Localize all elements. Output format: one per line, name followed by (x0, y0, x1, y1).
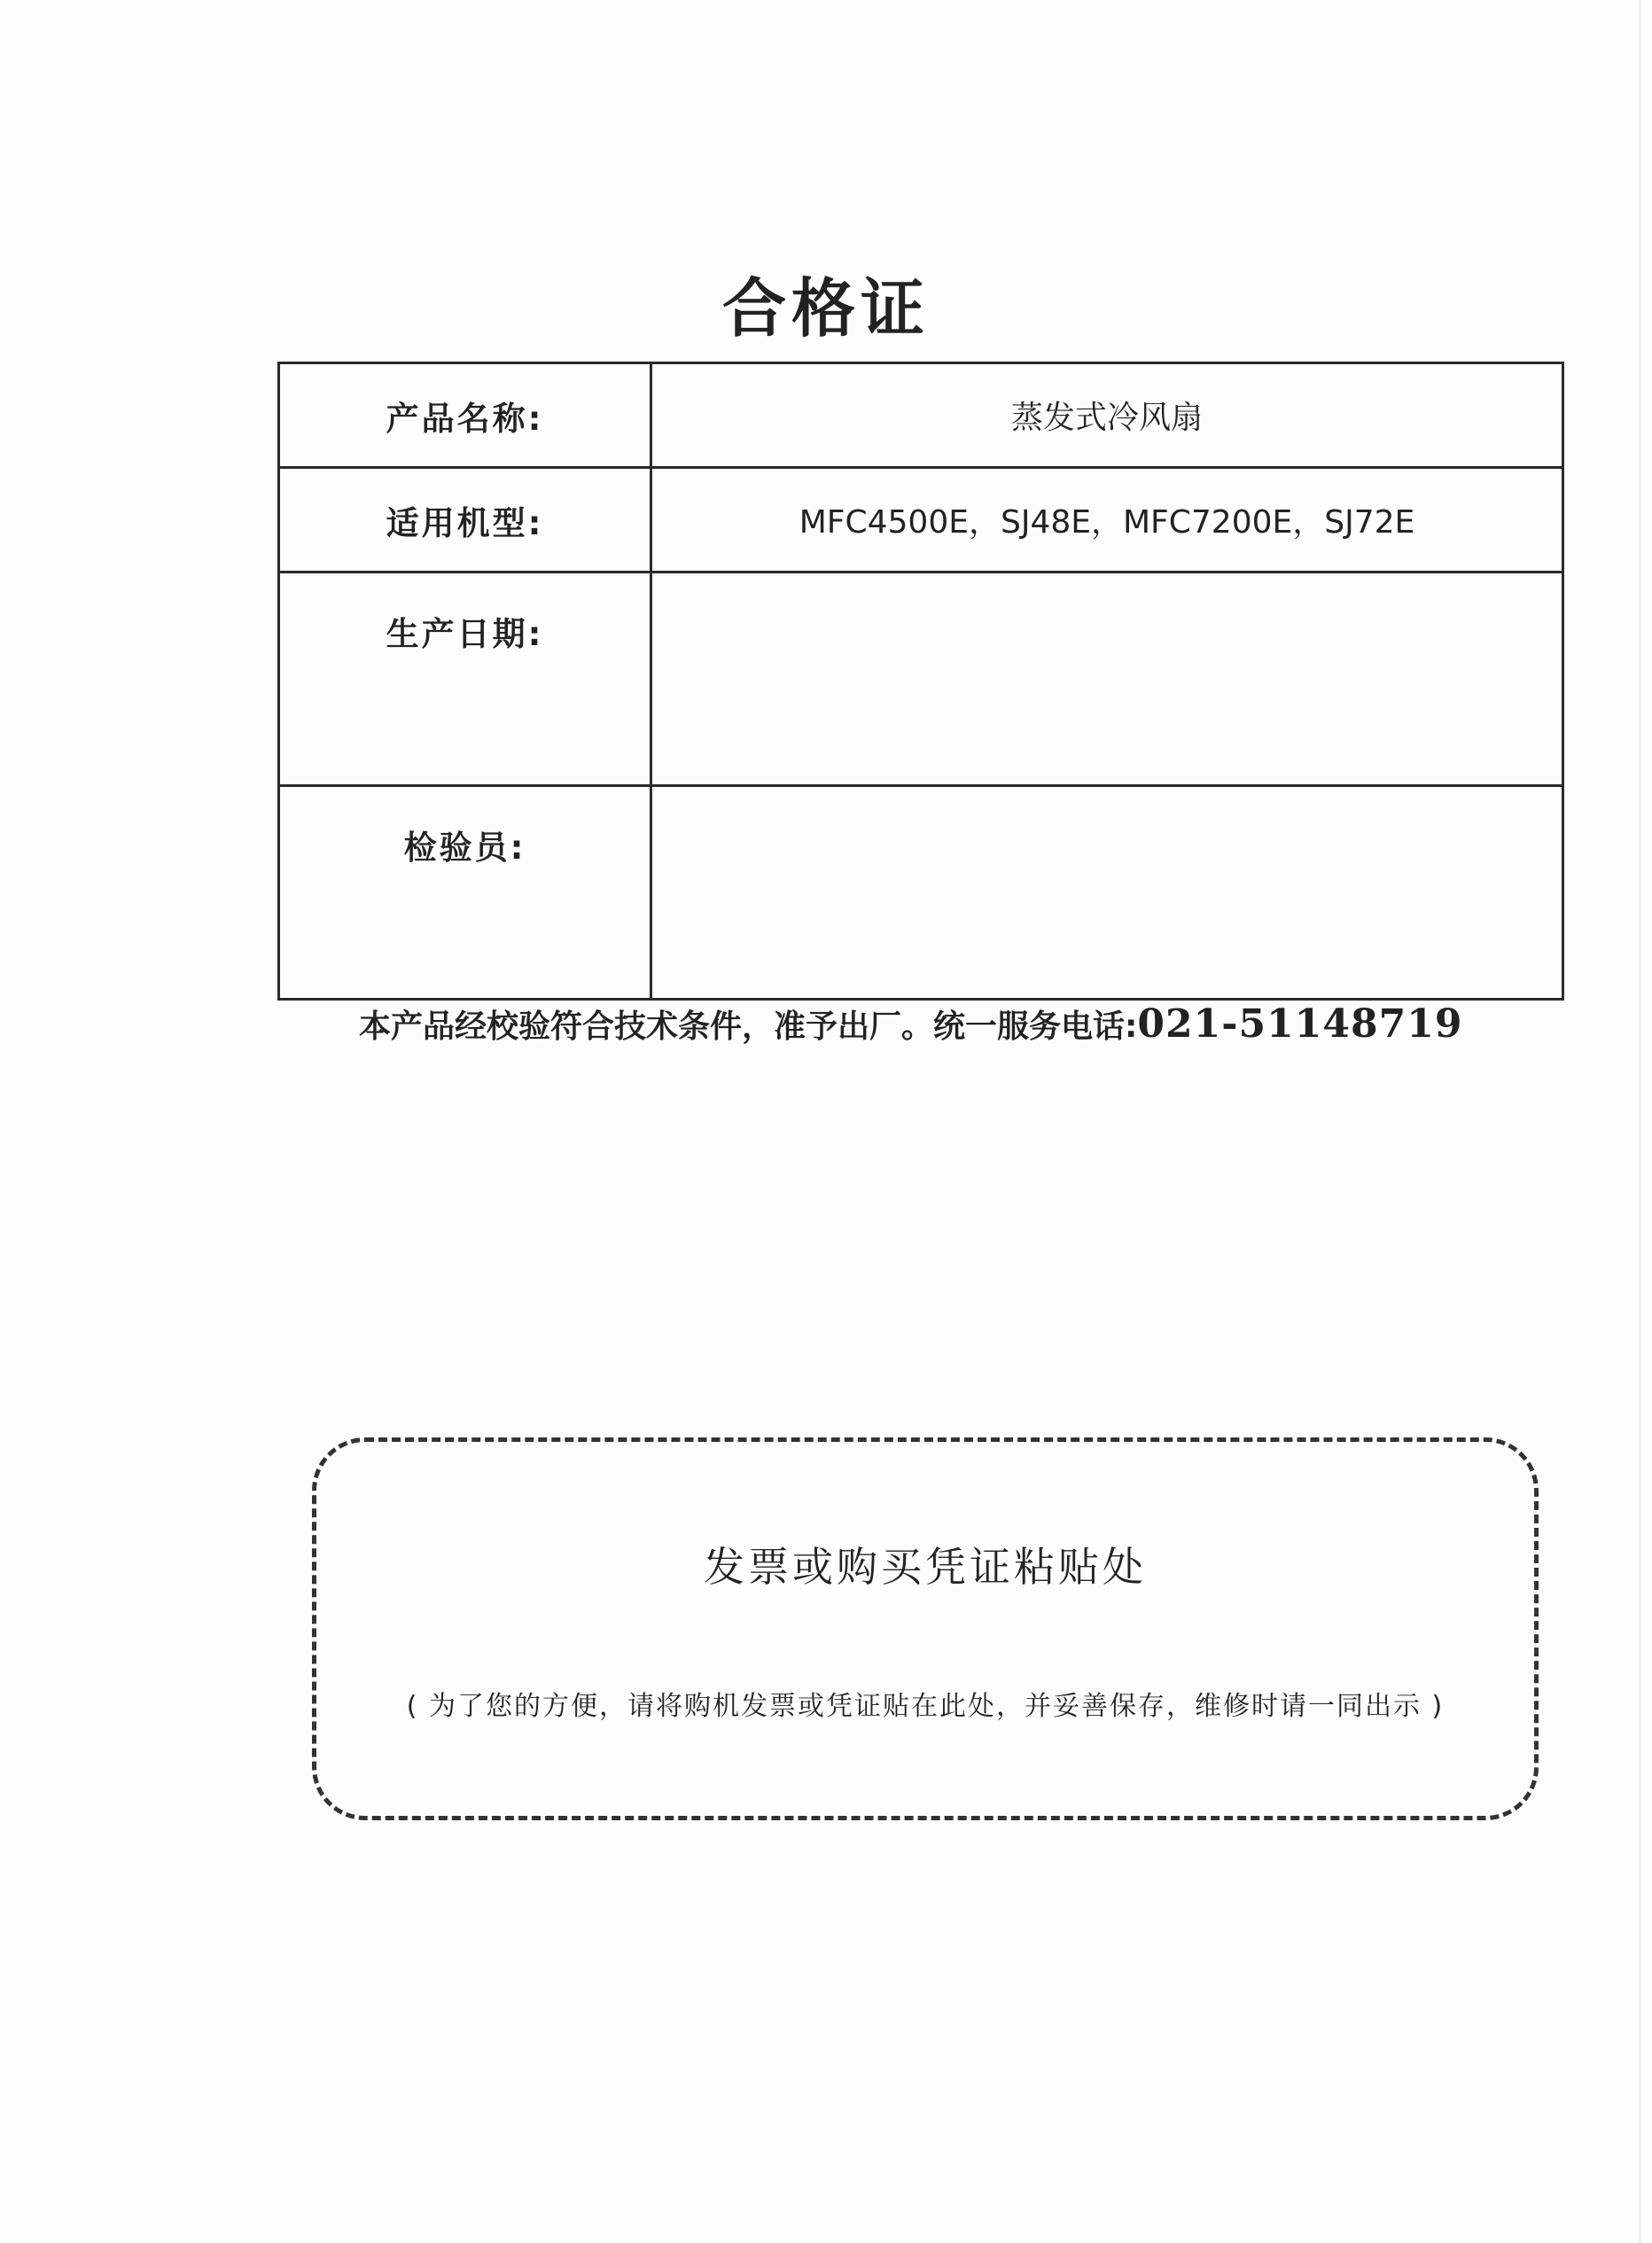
inspector-value (651, 786, 1563, 1000)
page-title: 合格证 (721, 271, 930, 346)
production-date-value (651, 572, 1563, 786)
table-row (279, 786, 1563, 1000)
model-label: 适用机型: (279, 468, 651, 572)
receipt-paste-area (312, 1437, 1539, 1820)
scan-edge (1639, 0, 1641, 2243)
product-name-value: 蒸发式冷风扇 (651, 363, 1563, 468)
statement-text: 本产品经校验符合技术条件，准予出厂。统一服务电话: (359, 1009, 1138, 1045)
service-phone: 021-51148719 (1137, 1001, 1463, 1047)
certificate-table (277, 362, 1564, 1001)
table-row (279, 468, 1563, 572)
production-date-label: 生产日期: (279, 572, 651, 786)
model-value: MFC4500E，SJ48E，MFC7200E，SJ72E (651, 468, 1563, 572)
statement-line (359, 1001, 1600, 1047)
receipt-area-note: ( 为了您的方便，请将购机发票或凭证贴在此处，并妥善保存，维修时请一同出示 ) (406, 1691, 1445, 1722)
receipt-area-title: 发票或购买凭证粘贴处 (704, 1543, 1147, 1591)
table-row (279, 363, 1563, 468)
inspector-label: 检验员: (279, 786, 651, 1000)
table-row (279, 572, 1563, 786)
product-name-label: 产品名称: (279, 363, 651, 468)
